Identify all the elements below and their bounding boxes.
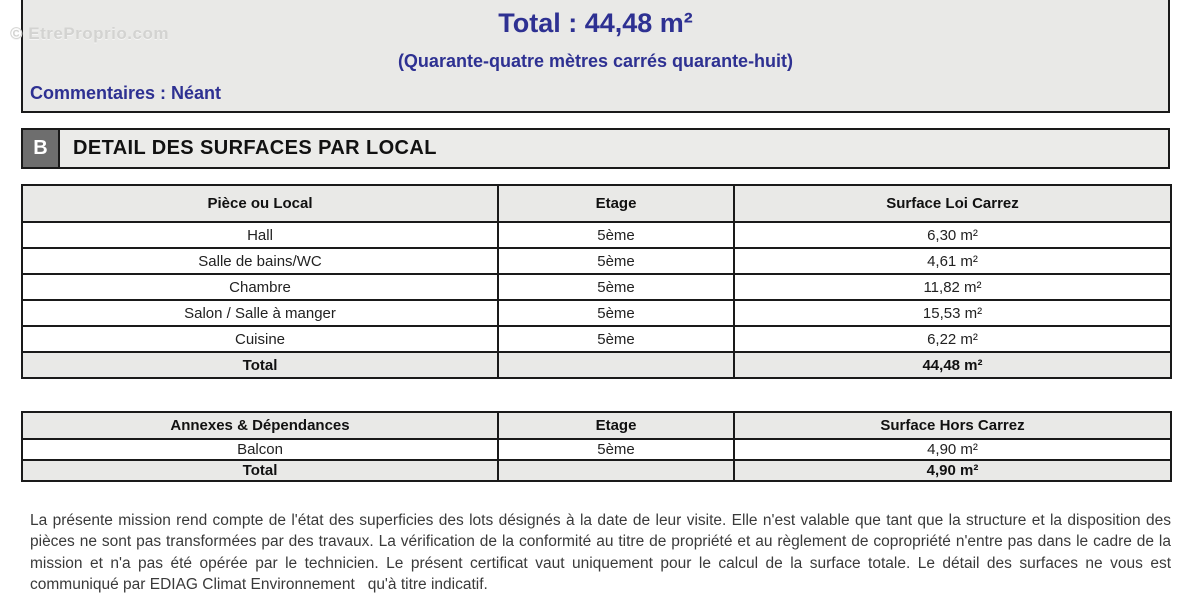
- cell-surface: 4,61 m²: [734, 248, 1171, 274]
- cell-etage: 5ème: [498, 439, 734, 460]
- table-row: [22, 222, 1171, 248]
- cell-surface: 11,82 m²: [734, 274, 1171, 300]
- annexes-table: [21, 411, 1172, 482]
- cell-piece: Cuisine: [22, 326, 498, 352]
- column-header-surface: Surface Loi Carrez: [734, 185, 1171, 222]
- section-header-bar: [21, 128, 1170, 169]
- cell-piece: Salle de bains/WC: [22, 248, 498, 274]
- table-row: [22, 300, 1171, 326]
- cell-piece: Hall: [22, 222, 498, 248]
- total-label: Total: [22, 460, 498, 481]
- total-etage: [498, 352, 734, 378]
- cell-etage: 5ème: [498, 326, 734, 352]
- cell-etage: 5ème: [498, 274, 734, 300]
- cell-surface: 15,53 m²: [734, 300, 1171, 326]
- total-value: 44,48 m²: [734, 352, 1171, 378]
- column-header-surface-hors: Surface Hors Carrez: [734, 412, 1171, 439]
- total-value: 4,90 m²: [734, 460, 1171, 481]
- column-header-etage: Etage: [498, 412, 734, 439]
- total-surface-value: Total : 44,48 m²: [498, 8, 693, 38]
- table-header-row: [22, 412, 1171, 439]
- cell-etage: 5ème: [498, 222, 734, 248]
- cell-surface: 6,22 m²: [734, 326, 1171, 352]
- cell-surface: 4,90 m²: [734, 439, 1171, 460]
- total-label: Total: [22, 352, 498, 378]
- column-header-annexes: Annexes & Dépendances: [22, 412, 498, 439]
- comments-line: Commentaires : Néant: [30, 83, 222, 103]
- column-header-piece: Pièce ou Local: [22, 185, 498, 222]
- cell-piece: Salon / Salle à manger: [22, 300, 498, 326]
- watermark-etreproprio: © EtreProprio.com: [10, 24, 169, 43]
- section-letter-badge: B: [23, 130, 60, 167]
- table-total-row: [22, 460, 1171, 481]
- table-row: [22, 274, 1171, 300]
- column-header-etage: Etage: [498, 185, 734, 222]
- table-row: [22, 439, 1171, 460]
- table-total-row: [22, 352, 1171, 378]
- section-title: DETAIL DES SURFACES PAR LOCAL: [73, 137, 437, 159]
- cell-etage: 5ème: [498, 248, 734, 274]
- total-summary-box: [21, 0, 1170, 113]
- table-header-row: [22, 185, 1171, 222]
- cell-piece: Balcon: [22, 439, 498, 460]
- mission-disclaimer-text: La présente mission rend compte de l'état des superficies des lots désignés à la date de leur visite. Elle n'est valable que tant que la structure et la disposition des pièces ne sont pas transformées par des travaux. La vérification de la conformité au titre de propriété et au règlement de copropriété n'entre pas dans le cadre de la mission et n'a pas été opérée par le technicien. Le présent certificat vaut uniquement pour le calcul de la surface totale. Le détail des surfaces ne vous est communiqué par EDIAG Climat Environnement qu'à titre indicatif.: [30, 511, 1171, 593]
- total-etage: [498, 460, 734, 481]
- cell-surface: 6,30 m²: [734, 222, 1171, 248]
- table-row: [22, 248, 1171, 274]
- total-surface-words: (Quarante-quatre mètres carrés quarante-huit): [397, 51, 794, 71]
- cell-etage: 5ème: [498, 300, 734, 326]
- surfaces-loi-carrez-table: [21, 184, 1172, 379]
- table-row: [22, 326, 1171, 352]
- cell-piece: Chambre: [22, 274, 498, 300]
